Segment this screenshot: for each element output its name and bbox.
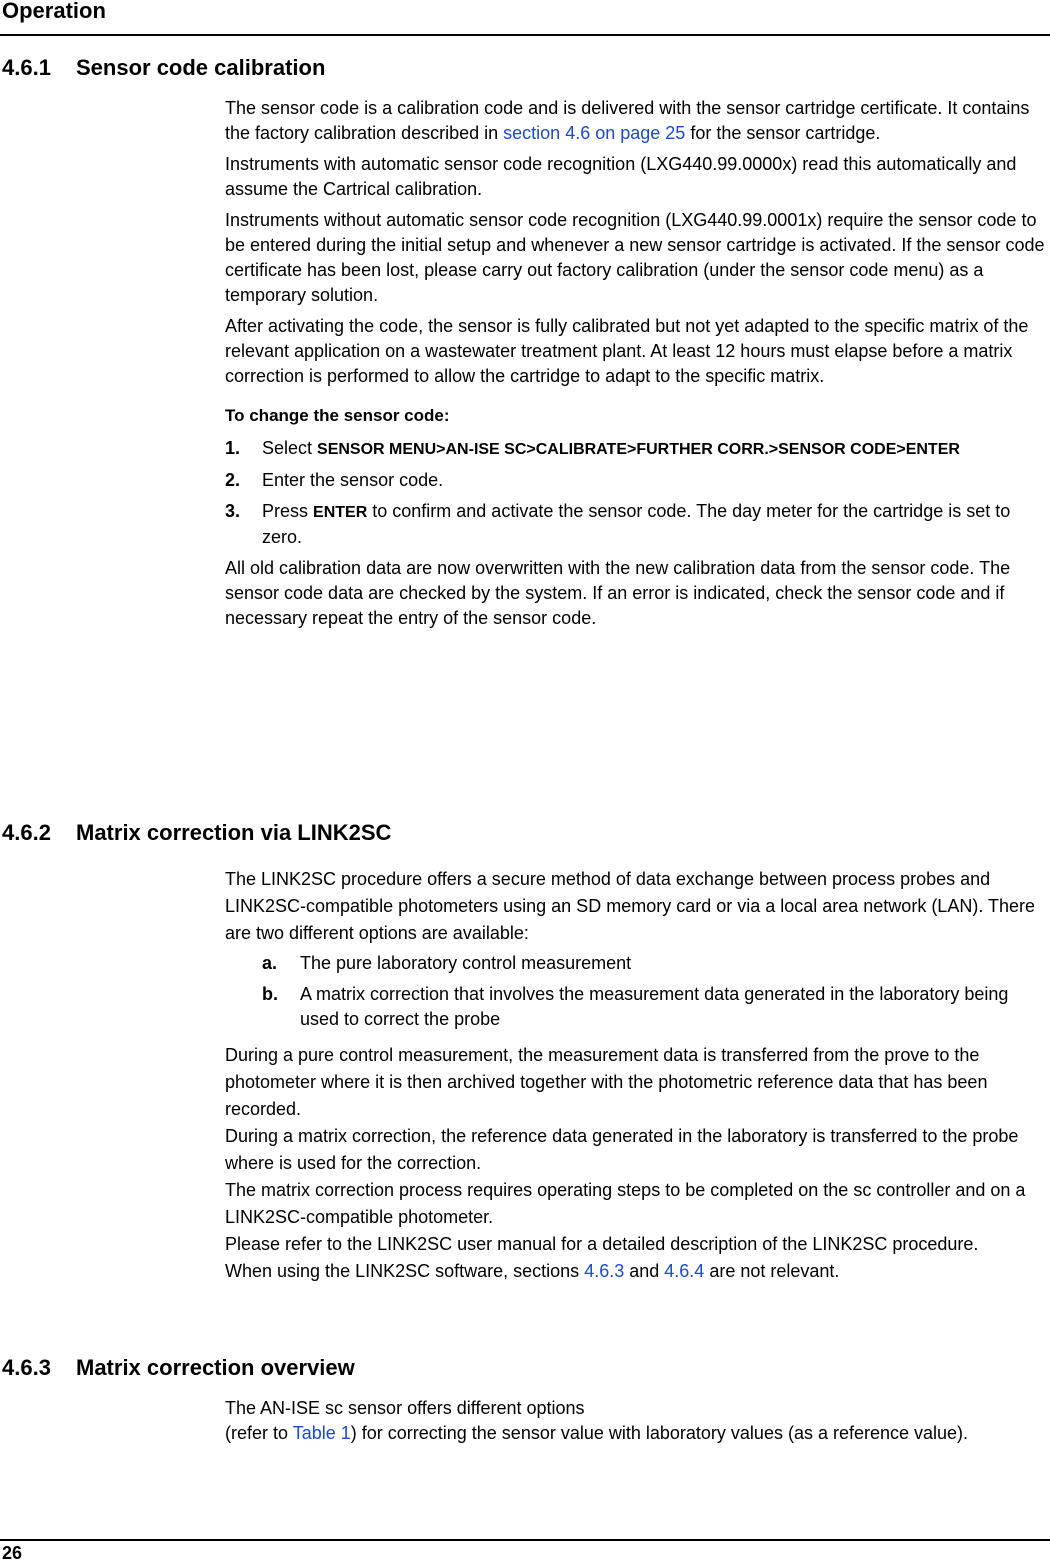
- paragraph: The matrix correction process requires operating steps to be completed on the sc controller and on a LINK2SC-compatible photometer.: [225, 1180, 1026, 1227]
- section-body-4-6-1: [225, 96, 1050, 631]
- option-item: a. The pure laboratory control measurement: [225, 951, 1050, 976]
- section-heading-4-6-2: [2, 820, 391, 846]
- step-item: 3. Press ENTER to confirm and activate the sensor code. The day meter for the cartridge is set to zero.: [225, 501, 1011, 547]
- section-number: 4.6.2: [2, 820, 51, 845]
- menu-path: SENSOR MENU>AN-ISE SC>CALIBRATE>FURTHER CORR.>SENSOR CODE>ENTER: [317, 441, 960, 458]
- section-number: 4.6.1: [2, 55, 51, 80]
- section-body-4-6-3: [225, 1396, 1050, 1446]
- section-body-4-6-2: [225, 866, 1050, 1285]
- menu-key: ENTER: [313, 504, 368, 521]
- section-title: Sensor code calibration: [76, 55, 326, 80]
- paragraph: The AN-ISE sc sensor offers different options: [225, 1398, 585, 1418]
- section-4-6-link[interactable]: section 4.6 on page 25: [503, 123, 686, 143]
- step-item: 1. Select SENSOR MENU>AN-ISE SC>CALIBRATE>FURTHER CORR.>SENSOR CODE>ENTER: [225, 436, 1050, 462]
- section-title: Matrix correction overview: [76, 1355, 355, 1380]
- paragraph: When using the LINK2SC software, sections 4.6.3 and 4.6.4 are not relevant.: [225, 1261, 840, 1281]
- steps-heading: To change the sensor code:: [225, 406, 450, 425]
- section-number: 4.6.3: [2, 1355, 51, 1380]
- header-divider: [0, 34, 1050, 36]
- page-header-title: Operation: [2, 0, 106, 23]
- paragraph: During a pure control measurement, the measurement data is transferred from the prove to the photometer where it is then archived together with the photometric reference data that has been recorded.: [225, 1045, 988, 1119]
- paragraph: (refer to Table 1) for correcting the sensor value with laboratory values (as a reference value).: [225, 1423, 969, 1443]
- section-heading-4-6-1: [2, 55, 325, 81]
- paragraph: Instruments with automatic sensor code recognition (LXG440.99.0000x) read this automatically and assume the Cartrical calibration.: [225, 154, 1017, 199]
- section-4-6-3-link[interactable]: 4.6.3: [584, 1261, 625, 1281]
- section-heading-4-6-3: [2, 1355, 355, 1381]
- table-1-link[interactable]: Table 1: [292, 1423, 351, 1443]
- paragraph: The sensor code is a calibration code and is delivered with the sensor cartridge certificate. It contains the factory calibration described in section 4.6 on page 25 for the sensor cartridge.: [225, 98, 1030, 143]
- section-title: Matrix correction via LINK2SC: [76, 820, 392, 845]
- footer-divider: [0, 1539, 1050, 1541]
- paragraph: The LINK2SC procedure offers a secure method of data exchange between process probes and LINK2SC-compatible photometers using an SD memory card or via a local area network (LAN). There are two different options are available:: [225, 869, 1036, 943]
- paragraph: All old calibration data are now overwritten with the new calibration data from the sensor code. The sensor code data are checked by the system. If an error is indicated, check the sensor code and if necessary repeat the entry of the sensor code.: [225, 558, 1011, 628]
- page-number: 26: [2, 1543, 23, 1563]
- paragraph: Please refer to the LINK2SC user manual for a detailed description of the LINK2SC procedure.: [225, 1234, 979, 1254]
- option-item: b. A matrix correction that involves the measurement data generated in the laboratory being used to correct the probe: [262, 984, 1009, 1029]
- paragraph: Instruments without automatic sensor code recognition (LXG440.99.0001x) require the sensor code to be entered during the initial setup and whenever a new sensor cartridge is activated. If the sensor code certificate has been lost, please carry out factory calibration (under the sensor code menu) as a temporary solution.: [225, 210, 1045, 305]
- step-number: 3.: [225, 501, 241, 521]
- step-number: 2.: [225, 470, 241, 490]
- paragraph: After activating the code, the sensor is fully calibrated but not yet adapted to the specific matrix of the relevant application on a wastewater treatment plant. At least 12 hours must elapse before a matrix correction is performed to allow the cartridge to adapt to the specific matrix.: [225, 316, 1029, 386]
- section-4-6-4-link[interactable]: 4.6.4: [664, 1261, 705, 1281]
- step-number: 1.: [225, 438, 241, 458]
- paragraph: During a matrix correction, the reference data generated in the laboratory is transferred to the probe where is used for the correction.: [225, 1126, 1019, 1173]
- step-item: 2. Enter the sensor code.: [225, 468, 1050, 493]
- option-letter: b.: [262, 984, 278, 1004]
- option-letter: a.: [262, 953, 278, 973]
